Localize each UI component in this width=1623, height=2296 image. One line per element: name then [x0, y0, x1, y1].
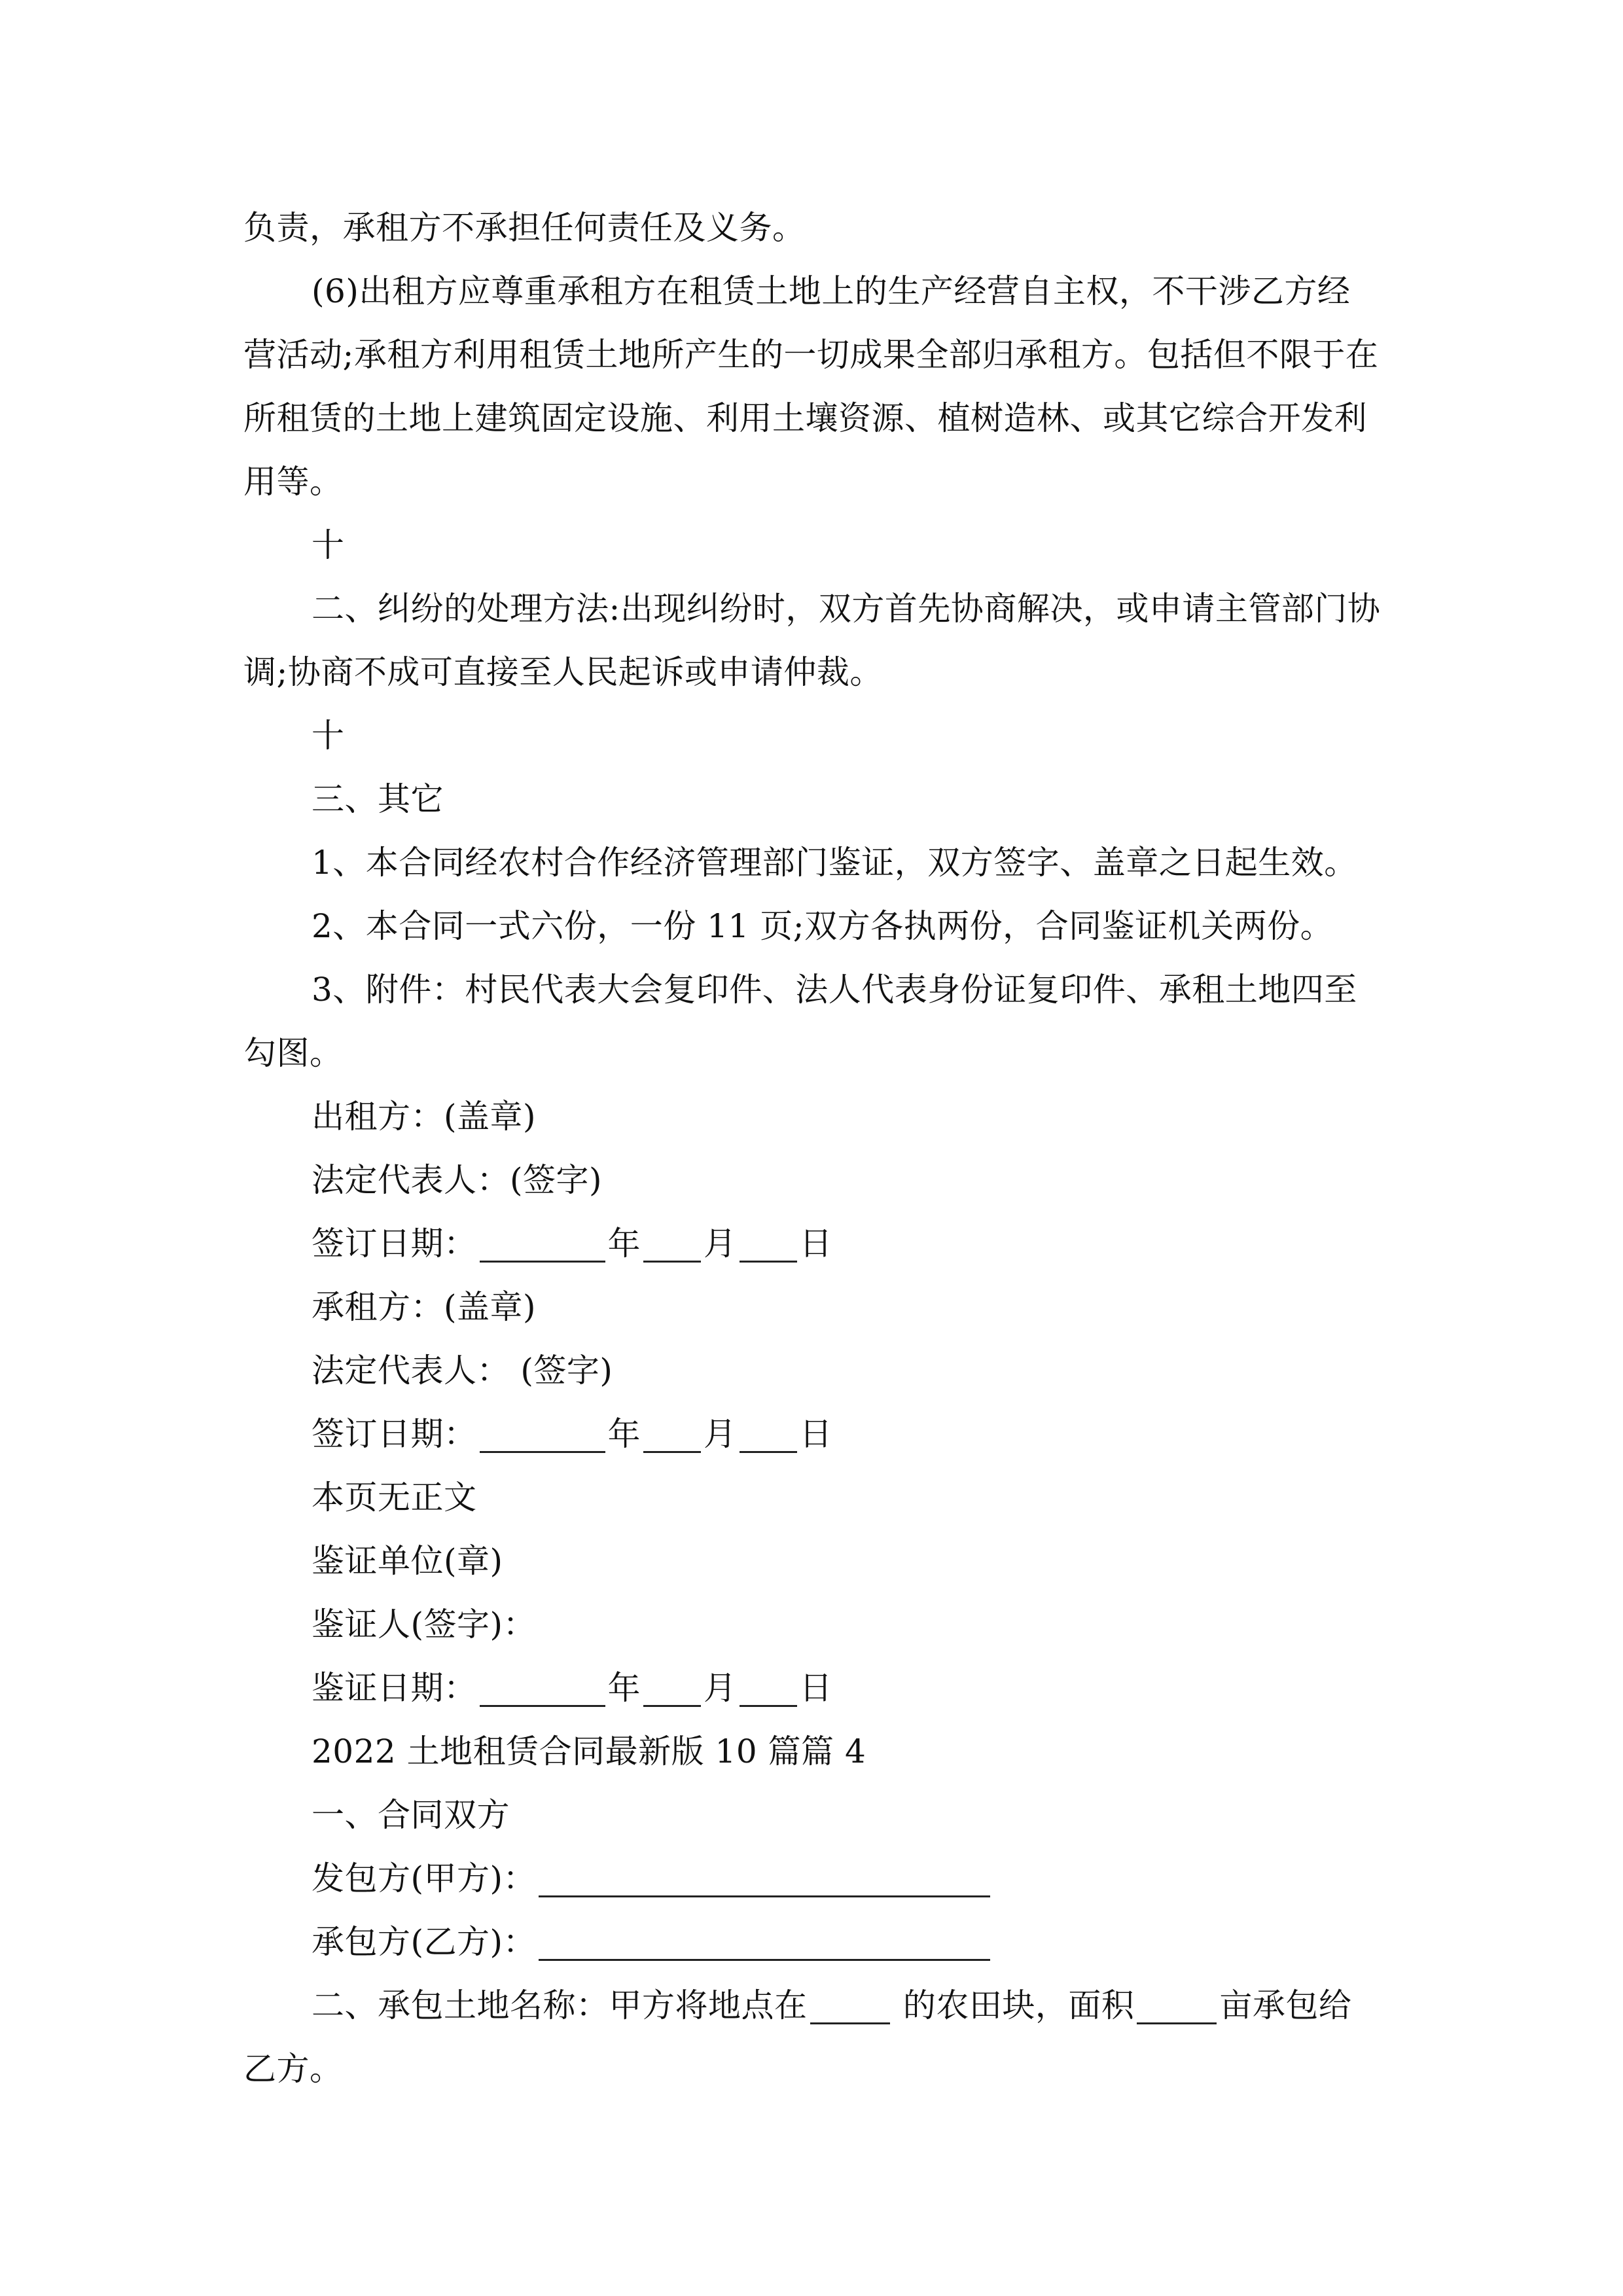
paragraph-clause-6: (6)出租方应尊重承租方在租赁土地上的生产经营自主权，不干涉乙方经营活动;承租方利用租赁土地所产生的一切成果全部归承租方。包括但不限于在所租赁的土地上建筑固定设施、利用土壤资源、植树造林、或其它综合开发利用等。 [243, 272, 1379, 501]
lessor-representative-line: 法定代表人：(签字) [312, 1161, 603, 1199]
area-blank[interactable] [1137, 1984, 1217, 2024]
paragraph-item-1: 1、本合同经农村合作经济管理部门鉴证，双方签字、盖章之日起生效。 [312, 844, 1357, 882]
month-label: 月 [704, 1225, 737, 1263]
no-text-note: 本页无正文 [312, 1479, 477, 1516]
section-contract-parties: 一、合同双方 [312, 1796, 510, 1834]
contract-title-line: 2022 土地租赁合同最新版 10 篇篇 4 [312, 1732, 866, 1770]
year-blank[interactable] [480, 1223, 605, 1263]
day-label: 日 [799, 1225, 832, 1263]
verification-unit-line: 鉴证单位(章) [312, 1542, 503, 1580]
paragraph-responsibility: 负责，承租方不承担任何责任及义务。 [243, 209, 806, 247]
sign-date-label: 签订日期： [312, 1415, 477, 1453]
day-blank[interactable] [740, 1413, 797, 1453]
land-text-part-2: 的农田块，面积 [892, 1986, 1135, 2024]
year-blank[interactable] [480, 1667, 605, 1707]
lessor-seal-line: 出租方：(盖章) [312, 1098, 537, 1136]
year-label: 年 [607, 1225, 641, 1263]
paragraph-section-ten-1: 十 [312, 526, 345, 564]
location-blank[interactable] [810, 1984, 890, 2024]
year-label: 年 [607, 1669, 641, 1707]
lessee-seal-line: 承租方：(盖章) [312, 1288, 537, 1326]
month-blank[interactable] [643, 1413, 701, 1453]
paragraph-dispute-resolution: 二、纠纷的处理方法:出现纠纷时，双方首先协商解决，或申请主管部门协调;协商不成可直接至人民起诉或申请仲裁。 [243, 590, 1381, 691]
verification-date-line [243, 1657, 1382, 1720]
lessor-sign-date-line [243, 1212, 1382, 1276]
contractor-blank[interactable] [539, 1921, 990, 1961]
land-text-part-3: 亩承包给乙方。 [243, 1986, 1352, 2088]
day-blank[interactable] [740, 1667, 797, 1707]
employer-label: 发包方(甲方)： [312, 1859, 537, 1897]
verify-date-label: 鉴证日期： [312, 1669, 477, 1707]
day-label: 日 [799, 1669, 832, 1707]
heading-other: 三、其它 [312, 780, 444, 818]
paragraph-section-ten-2: 十 [312, 717, 345, 755]
year-label: 年 [607, 1415, 641, 1453]
employer-line [243, 1847, 1382, 1910]
lessee-sign-date-line [243, 1403, 1382, 1466]
land-text-part-1: 二、承包土地名称：甲方将地点在 [312, 1986, 808, 2024]
employer-blank[interactable] [539, 1857, 990, 1897]
land-description-line [243, 1974, 1382, 2101]
contractor-label: 承包方(乙方)： [312, 1923, 537, 1961]
verifier-signature-line: 鉴证人(签字)： [312, 1605, 537, 1643]
day-label: 日 [799, 1415, 832, 1453]
paragraph-item-3-attachments: 3、附件：村民代表大会复印件、法人代表身份证复印件、承租土地四至勾图。 [243, 971, 1357, 1072]
month-label: 月 [704, 1415, 737, 1453]
contractor-line [243, 1910, 1382, 1974]
paragraph-item-2: 2、本合同一式六份，一份 11 页;双方各执两份，合同鉴证机关两份。 [312, 907, 1334, 945]
day-blank[interactable] [740, 1223, 797, 1263]
sign-date-label: 签订日期： [312, 1225, 477, 1263]
month-blank[interactable] [643, 1667, 701, 1707]
lessee-representative-line: 法定代表人： (签字) [312, 1352, 613, 1390]
month-blank[interactable] [643, 1223, 701, 1263]
document-body [243, 196, 1382, 2101]
month-label: 月 [704, 1669, 737, 1707]
year-blank[interactable] [480, 1413, 605, 1453]
